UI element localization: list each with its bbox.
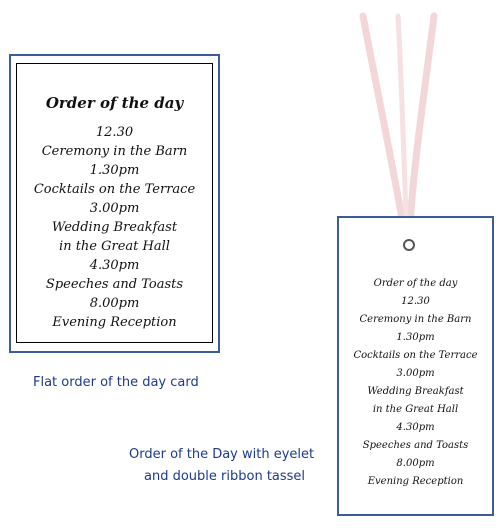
flat-card-title: Order of the day	[45, 94, 184, 112]
caption-tag-card-line1: Order of the Day with eyelet	[129, 447, 315, 462]
flat-card-line: Wedding Breakfast	[51, 220, 178, 235]
flat-card-line: Speeches and Toasts	[45, 277, 184, 292]
flat-card-line: 1.30pm	[89, 163, 140, 178]
flat-card-line: Cocktails on the Terrace	[33, 182, 196, 197]
tag-card-line: 8.00pm	[396, 458, 435, 469]
flat-card-line: Evening Reception	[52, 315, 177, 330]
caption-tag-card-line2: and double ribbon tassel	[144, 469, 306, 484]
eyelet-icon	[403, 239, 415, 251]
tag-card-line: 4.30pm	[396, 422, 435, 433]
ribbon-right	[409, 16, 434, 236]
tag-card-line: Speeches and Toasts	[362, 440, 469, 451]
tag-card-line: in the Great Hall	[372, 404, 459, 415]
tag-card-line: 12.30	[401, 296, 430, 307]
flat-card-line: in the Great Hall	[59, 239, 170, 254]
tag-card-line: Evening Reception	[367, 476, 464, 487]
caption-flat-card: Flat order of the day card	[33, 375, 199, 390]
tag-card-line: Wedding Breakfast	[367, 386, 464, 397]
flat-card-line: 8.00pm	[89, 296, 140, 311]
tag-card-line: 3.00pm	[396, 368, 435, 379]
tag-card-line: 1.30pm	[396, 332, 435, 343]
tag-order-card	[337, 216, 494, 516]
flat-card-line: 4.30pm	[89, 258, 140, 273]
tag-card-line: Order of the day	[373, 278, 458, 289]
flat-card-line: 3.00pm	[89, 201, 140, 216]
tag-card-line: Cocktails on the Terrace	[353, 350, 478, 361]
tag-card-line: Ceremony in the Barn	[359, 314, 472, 325]
flat-card-line: Ceremony in the Barn	[41, 144, 188, 159]
flat-card-line: 12.30	[95, 125, 134, 140]
